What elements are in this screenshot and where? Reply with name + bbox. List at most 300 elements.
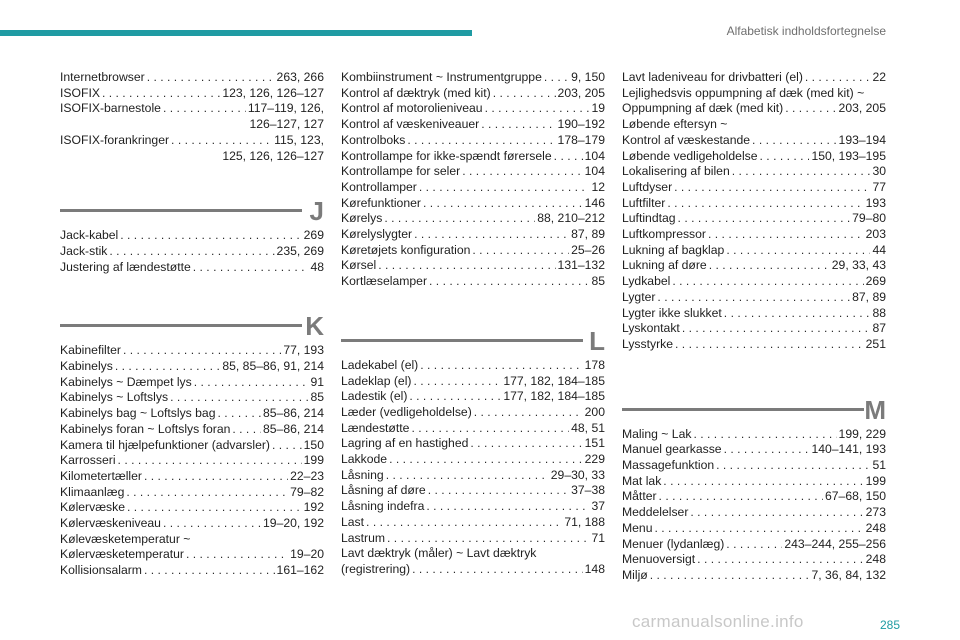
index-entry (60, 228, 324, 244)
index-entry (622, 258, 886, 274)
index-entry (341, 86, 605, 102)
entry-pages: 12 (591, 179, 605, 194)
dot-leader (674, 180, 870, 196)
entry-pages: 9, 150 (571, 70, 605, 84)
index-entry (341, 531, 605, 547)
index-entry (622, 211, 886, 227)
entry-term: Kabinelys ~ Loftslys (60, 390, 169, 405)
dot-leader (655, 521, 864, 537)
entry-pages: 273 (865, 505, 886, 520)
entry-term: Kontrol af væskeniveauer (341, 117, 480, 132)
dot-leader (485, 101, 590, 117)
section-rule (60, 209, 302, 212)
index-entry (341, 452, 605, 468)
entry-pages: 37–38 (571, 483, 605, 498)
entry-term: Lygter ikke slukket (622, 305, 722, 320)
index-entry (622, 70, 886, 86)
index-entry-heading: Kølevæsketemperatur ~ (60, 531, 191, 546)
entry-term: Meddelelser (622, 505, 689, 520)
entry-term: Kørelyslygter (341, 227, 413, 242)
index-entry (341, 274, 605, 290)
entry-term: (registrering) (341, 561, 411, 576)
index-entry (622, 521, 886, 537)
entry-pages: 192 (303, 500, 324, 515)
index-entry (60, 244, 324, 260)
index-entry (341, 436, 605, 452)
entry-pages: 269 (303, 228, 324, 243)
index-entry (622, 227, 886, 243)
entry-pages: 199 (303, 453, 324, 468)
index-entry (622, 164, 886, 180)
entry-pages: 29, 33, 43 (831, 258, 886, 273)
entry-pages: 146 (584, 195, 605, 210)
index-entry (622, 505, 886, 521)
dot-leader (690, 505, 863, 521)
section-letter: L (589, 325, 605, 356)
dot-leader (419, 180, 590, 196)
entry-pages: 199 (865, 473, 886, 488)
index-entry (341, 196, 605, 212)
entry-pages: 85, 85–86, 91, 214 (222, 359, 324, 374)
dot-leader (805, 70, 871, 86)
index-entry (341, 483, 605, 499)
index-entry (341, 70, 605, 86)
dot-leader (663, 474, 863, 490)
entry-term: Kontrol af motorolieniveau (341, 101, 483, 116)
dot-leader (470, 436, 582, 452)
dot-leader (411, 421, 569, 437)
entry-term: Last (341, 514, 365, 529)
index-entry (622, 306, 886, 322)
entry-term: Kølervæsketemperatur (60, 547, 184, 562)
entry-term: Lysstyrke (622, 336, 674, 351)
dot-leader (407, 133, 555, 149)
entry-term: Kontrol af dæktryk (med kit) (341, 85, 491, 100)
entry-pages: 71 (591, 530, 605, 545)
entry-pages: 203, 205 (838, 101, 886, 116)
entry-term: Luftdyser (622, 179, 673, 194)
entry-pages: 19–20, 192 (263, 516, 324, 531)
entry-term: Kabinelys foran ~ Loftslys foran (60, 421, 231, 436)
dot-leader (678, 211, 851, 227)
entry-term: Menuoversigt (622, 552, 696, 567)
entry-term: Jack-kabel (60, 228, 119, 243)
entry-term: Lydkabel (622, 274, 671, 289)
dot-leader (481, 117, 555, 133)
dot-leader (726, 537, 782, 553)
dot-leader (474, 405, 583, 421)
entry-term: Massagefunktion (622, 458, 715, 473)
index-entry (622, 274, 886, 290)
entry-term: Internetbrowser (60, 70, 145, 84)
entry-term: Kamera til hjælpefunktioner (advarsler) (60, 437, 270, 452)
entry-pages: 104 (584, 148, 605, 163)
index-group-j (60, 228, 324, 275)
entry-pages: 22 (872, 70, 886, 84)
index-entry (341, 374, 605, 390)
entry-pages: 7, 36, 84, 132 (811, 567, 886, 582)
entry-pages: 85–86, 214 (263, 421, 324, 436)
entry-term: Lagring af en hastighed (341, 436, 469, 451)
entry-term: Lukning af døre (622, 258, 707, 273)
entry-term: Karrosseri (60, 453, 116, 468)
index-entry (341, 515, 605, 531)
section-rule (60, 324, 302, 327)
dot-leader (186, 547, 288, 563)
entry-term: Kabinefilter (60, 343, 121, 358)
index-entry (60, 375, 324, 391)
index-group-m (622, 427, 886, 584)
entry-pages: 269 (865, 274, 886, 289)
index-column-1 (60, 70, 324, 579)
entry-term: Luftfilter (622, 195, 666, 210)
dot-leader (386, 468, 549, 484)
index-entry (341, 499, 605, 515)
index-entry-heading: Lavt dæktryk (måler) ~ Lavt dæktryk (341, 546, 537, 561)
index-entry (622, 489, 886, 505)
dot-leader (193, 260, 309, 276)
index-entry (341, 389, 605, 405)
dot-leader (163, 101, 246, 117)
index-entry (341, 562, 605, 578)
entry-pages: 199, 229 (838, 426, 886, 441)
index-entry (60, 422, 324, 438)
entry-term: Menu (622, 520, 653, 535)
dot-leader (708, 227, 864, 243)
entry-pages: 79–82 (290, 484, 324, 499)
dot-leader (126, 485, 288, 501)
entry-term: Kørelys (341, 211, 383, 226)
entry-term: Ladestik (el) (341, 389, 408, 404)
dot-leader (127, 500, 302, 516)
entry-term: Kølervæske (60, 500, 126, 515)
index-entry (622, 180, 886, 196)
entry-term: Lukning af bagklap (622, 242, 725, 257)
index-entry (622, 101, 886, 117)
index-entry (341, 117, 605, 133)
entry-term: Kontrollamper (341, 179, 417, 194)
entry-term: Lokalisering af bilen (622, 164, 730, 179)
dot-leader (682, 321, 871, 337)
entry-pages: 44 (872, 242, 886, 257)
entry-pages: 67–68, 150 (825, 489, 886, 504)
entry-pages: 178–179 (557, 132, 605, 147)
entry-term: Kollisionsalarm (60, 563, 142, 578)
entry-pages: 235, 269 (276, 243, 324, 258)
dot-leader (409, 389, 501, 405)
dot-leader (726, 243, 870, 259)
entry-pages: 25–26 (571, 242, 605, 257)
entry-pages: 37 (591, 499, 605, 514)
index-entry (622, 133, 886, 149)
entry-term: Luftkompressor (622, 227, 706, 242)
index-entry (60, 485, 324, 501)
entry-term: Kabinelys (60, 359, 113, 374)
entry-pages: 203 (865, 227, 886, 242)
index-entry (341, 101, 605, 117)
dot-leader (194, 375, 309, 391)
entry-term: Låsning af døre (341, 483, 426, 498)
index-entry (622, 552, 886, 568)
dot-leader (144, 563, 275, 579)
index-entry (341, 211, 605, 227)
entry-pages: 203, 205 (557, 85, 605, 100)
entry-term: Menuer (lydanlæg) (622, 536, 725, 551)
entry-pages: 91 (310, 374, 324, 389)
entry-term: Kortlæselamper (341, 274, 428, 289)
dot-leader (366, 515, 562, 531)
entry-pages: 190–192 (557, 117, 605, 132)
index-entry (622, 196, 886, 212)
dot-leader (102, 86, 220, 102)
entry-pages: 248 (865, 520, 886, 535)
entry-pages: 85 (310, 390, 324, 405)
entry-term: ISOFIX-barnestole (60, 101, 161, 116)
index-entry (622, 290, 886, 306)
index-entry (622, 243, 886, 259)
index-entry (341, 258, 605, 274)
dot-leader (428, 483, 569, 499)
index-entry-heading: Løbende eftersyn ~ (622, 117, 728, 132)
index-entry (60, 343, 324, 359)
index-entry (60, 516, 324, 532)
index-column-2 (341, 70, 605, 578)
entry-term: Jack-stik (60, 243, 108, 258)
entry-term: Mat lak (622, 473, 662, 488)
dot-leader (272, 438, 302, 454)
header-accent-bar (0, 30, 472, 36)
entry-term: Justering af lændestøtte (60, 259, 191, 274)
dot-leader (414, 227, 569, 243)
entry-pages: 131–132 (557, 258, 605, 273)
entry-term: Luftindtag (622, 211, 676, 226)
entry-term: Lygter (622, 289, 656, 304)
section-header-k (60, 303, 324, 343)
entry-pages: 79–80 (852, 211, 886, 226)
index-entry (60, 359, 324, 375)
entry-term: Lavt ladeniveau for drivbatteri (el) (622, 70, 803, 84)
dot-leader (650, 568, 810, 584)
index-entry (341, 468, 605, 484)
dot-leader (423, 196, 583, 212)
entry-pages: 150 (303, 437, 324, 452)
dot-leader (544, 70, 569, 86)
dot-leader (384, 211, 535, 227)
page-number: 285 (879, 618, 900, 632)
entry-pages: 178 (584, 357, 605, 372)
dot-leader (413, 374, 501, 390)
index-entry (622, 321, 886, 337)
section-rule (622, 408, 864, 411)
index-entry-heading: Lejlighedsvis oppumpning af dæk (med kit) ~ (622, 85, 865, 100)
entry-term: Kontrollampe for seler (341, 164, 461, 179)
entry-pages: 251 (865, 336, 886, 351)
dot-leader (118, 453, 302, 469)
entry-pages: 48, 51 (571, 420, 605, 435)
index-entry (622, 458, 886, 474)
section-letter: J (309, 196, 324, 227)
dot-leader (115, 359, 220, 375)
entry-term: Lastrum (341, 530, 386, 545)
index-group-i (60, 70, 324, 164)
entry-pages: 77 (872, 179, 886, 194)
dot-leader (120, 228, 301, 244)
entry-pages: 85–86, 214 (263, 406, 324, 421)
entry-pages: 88 (872, 305, 886, 320)
entry-term: Ladeklap (el) (341, 373, 412, 388)
dot-leader (387, 531, 589, 547)
entry-term: Ladekabel (el) (341, 357, 419, 372)
index-entry (60, 133, 324, 149)
dot-leader (732, 164, 871, 180)
index-group-k-continued (341, 70, 605, 290)
index-entry (341, 421, 605, 437)
index-entry (341, 164, 605, 180)
entry-pages: 88, 210–212 (537, 211, 605, 226)
index-entry (60, 500, 324, 516)
entry-term: Kørsel (341, 258, 377, 273)
entry-term: Lændestøtte (341, 420, 410, 435)
dot-leader (472, 243, 569, 259)
index-entry (60, 563, 324, 579)
entry-pages: 248 (865, 552, 886, 567)
dot-leader (232, 422, 261, 438)
dot-leader (171, 133, 272, 149)
index-entry (60, 86, 324, 102)
entry-term: Kabinelys bag ~ Loftslys bag (60, 406, 216, 421)
entry-term: Læder (vedligeholdelse) (341, 404, 472, 419)
entry-pages: 87, 89 (571, 227, 605, 242)
entry-term: Kølervæskeniveau (60, 516, 161, 531)
entry-pages: 193–194 (838, 132, 886, 147)
index-entry (622, 337, 886, 353)
entry-term: Klimaanlæg (60, 484, 125, 499)
dot-leader (378, 258, 555, 274)
dot-leader (147, 70, 275, 86)
dot-leader (724, 306, 871, 322)
index-entry (341, 227, 605, 243)
entry-term: ISOFIX (60, 85, 100, 100)
entry-pages: 87 (872, 321, 886, 336)
entry-pages: 30 (872, 164, 886, 179)
entry-pages: 104 (584, 164, 605, 179)
index-entry (341, 180, 605, 196)
entry-term: Manuel gearkasse (622, 442, 722, 457)
entry-term: Maling ~ Lak (622, 426, 692, 441)
dot-leader (420, 358, 582, 374)
entry-term: Kilometertæller (60, 468, 142, 483)
section-rule (341, 339, 583, 342)
index-entry (341, 243, 605, 259)
section-letter: M (864, 394, 886, 425)
entry-pages: 177, 182, 184–185 (503, 389, 605, 404)
entry-pages: 48 (310, 259, 324, 274)
index-entry (60, 390, 324, 406)
dot-leader (389, 452, 583, 468)
dot-leader (170, 390, 308, 406)
index-entry (341, 149, 605, 165)
index-entry (60, 260, 324, 276)
section-header-j (60, 188, 324, 228)
index-entry (622, 474, 886, 490)
dot-leader (144, 469, 288, 485)
index-entry (60, 406, 324, 422)
entry-term: Måtter (622, 489, 657, 504)
dot-leader (657, 290, 850, 306)
entry-pages: 71, 188 (564, 514, 605, 529)
index-entry (60, 547, 324, 563)
entry-pages: 115, 123, (274, 132, 324, 147)
index-entry (622, 442, 886, 458)
index-column-3 (622, 70, 886, 584)
entry-pages: 140–141, 193 (811, 442, 886, 457)
index-group-k (60, 343, 324, 579)
entry-term: Kontrollampe for ikke-spændt førersele (341, 148, 552, 163)
dot-leader (429, 274, 589, 290)
dot-leader (752, 133, 837, 149)
dot-leader (493, 86, 556, 102)
dot-leader (462, 164, 582, 180)
entry-term: Kombiinstrument ~ Instrumentgruppe (341, 70, 542, 84)
entry-term: Lakkode (341, 452, 388, 467)
entry-pages: 51 (872, 458, 886, 473)
entry-pages: 229 (584, 452, 605, 467)
entry-pages: 193 (865, 195, 886, 210)
dot-leader (716, 458, 870, 474)
entry-pages-continued: 126–127, 127 (249, 117, 324, 132)
entry-term: Kørefunktioner (341, 195, 421, 210)
index-entry (60, 101, 324, 117)
entry-term: Køretøjets konfiguration (341, 242, 471, 257)
entry-pages: 177, 182, 184–185 (503, 373, 605, 388)
entry-pages: 85 (591, 274, 605, 289)
entry-term: Miljø (622, 567, 648, 582)
entry-pages: 243–244, 255–256 (784, 536, 886, 551)
entry-term: Kontrolboks (341, 132, 406, 147)
index-entry (622, 568, 886, 584)
entry-pages: 200 (584, 404, 605, 419)
entry-term: Låsning indefra (341, 499, 425, 514)
entry-pages: 77, 193 (283, 343, 324, 358)
entry-pages: 22–23 (290, 468, 324, 483)
entry-pages: 123, 126, 126–127 (222, 85, 324, 100)
index-group-l-continued (622, 70, 886, 353)
entry-term: Kontrol af væskestande (622, 132, 751, 147)
entry-pages: 87, 89 (852, 289, 886, 304)
index-entry (341, 133, 605, 149)
entry-pages: 19–20 (290, 547, 324, 562)
index-entry (622, 149, 886, 165)
dot-leader (109, 244, 274, 260)
entry-pages: 150, 193–195 (811, 148, 886, 163)
entry-term: Låsning (341, 467, 384, 482)
dot-leader (123, 343, 281, 359)
entry-term: Løbende vedligeholdelse (622, 148, 758, 163)
dot-leader (675, 337, 864, 353)
index-group-l (341, 358, 605, 578)
index-entry (60, 453, 324, 469)
entry-term: Lyskontakt (622, 321, 680, 336)
dot-leader (163, 516, 261, 532)
entry-pages: 263, 266 (276, 70, 324, 84)
dot-leader (554, 149, 583, 165)
entry-pages: 117–119, 126, (247, 101, 324, 116)
dot-leader (785, 101, 836, 117)
page-title: Alfabetisk indholdsfortegnelse (726, 24, 886, 38)
entry-pages: 19 (591, 101, 605, 116)
section-header-l (341, 318, 605, 358)
entry-pages: 29–30, 33 (550, 467, 605, 482)
